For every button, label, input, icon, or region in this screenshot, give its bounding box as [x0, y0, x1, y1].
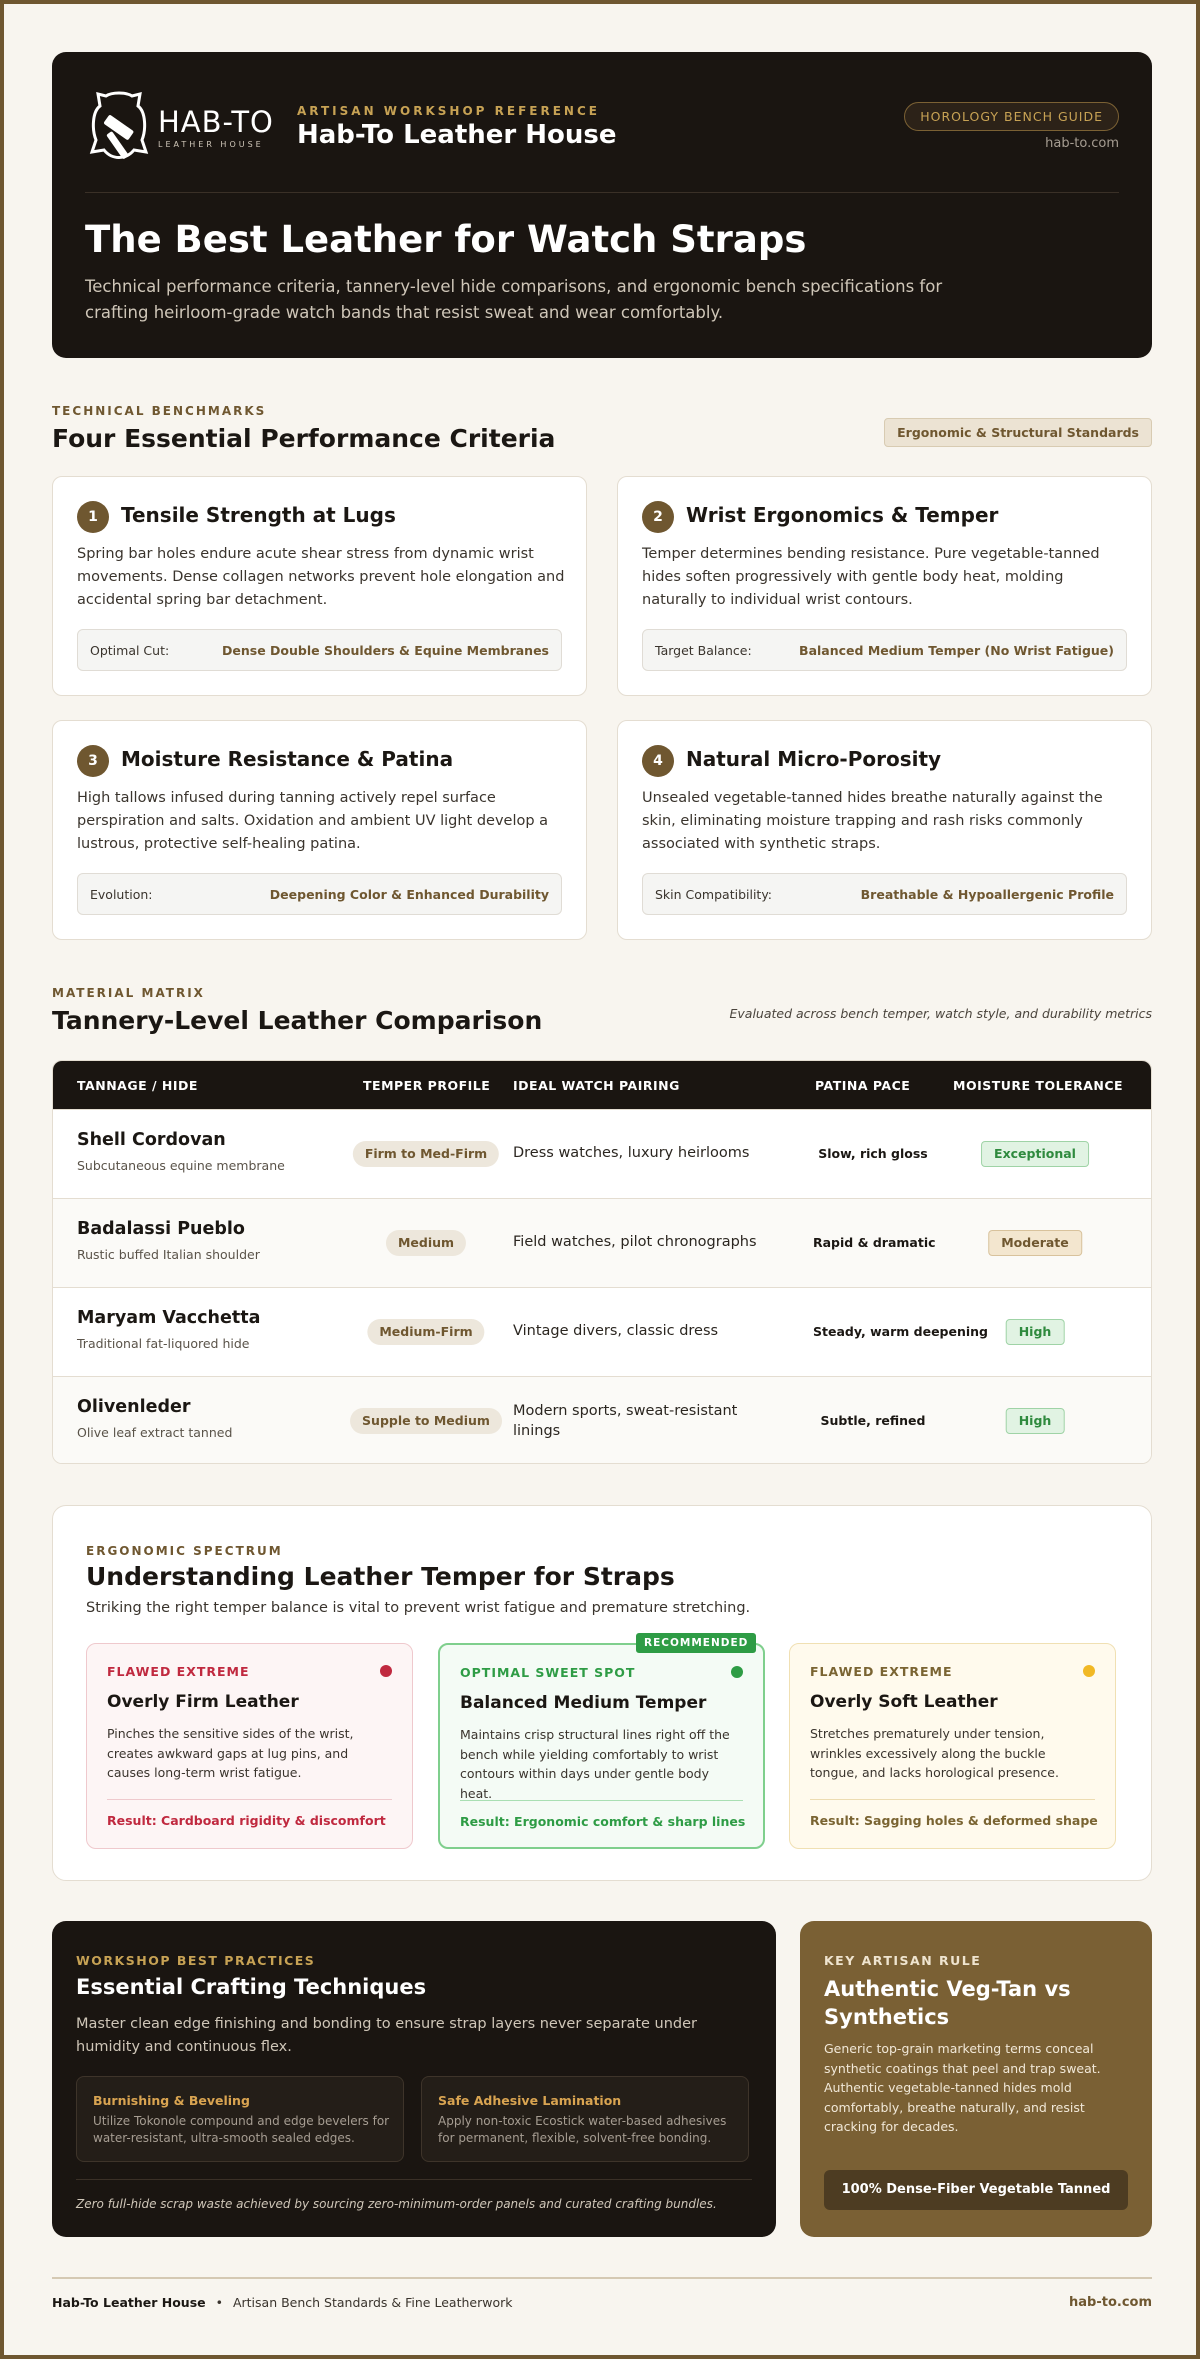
benchmarks-header — [52, 404, 1152, 464]
logo-subtitle: LEATHER HOUSE — [158, 140, 264, 149]
footer-url-link[interactable]: hab-to.com — [1069, 2295, 1152, 2310]
technique-card — [76, 2076, 404, 2162]
hide-name: Badalassi Pueblo — [77, 1219, 245, 1239]
table-header — [53, 1061, 1151, 1109]
page-description: Technical performance criteria, tannery-level hide comparisons, and ergonomic bench specifications for crafting heirloom-grade watch bands that resist sweat and wear comfortably. — [85, 277, 943, 322]
hero-url-link[interactable]: hab-to.com — [1045, 136, 1119, 151]
practices-kicker: WORKSHOP BEST PRACTICES — [76, 1953, 316, 1968]
practices-title: Essential Crafting Techniques — [76, 1975, 427, 1999]
practices-divider — [76, 2179, 752, 2180]
criteria-spec — [77, 873, 562, 915]
footer-tagline: Artisan Bench Standards & Fine Leatherwork — [232, 2295, 513, 2310]
patina-pace: Rapid & dramatic — [813, 1235, 936, 1250]
criteria-number: 2 — [642, 501, 674, 533]
hero-divider — [85, 192, 1119, 193]
criteria-title: Natural Micro-Porosity — [686, 747, 942, 771]
temper-badge: Supple to Medium — [350, 1408, 502, 1434]
spec-value: Dense Double Shoulders & Equine Membranes — [222, 642, 549, 658]
temper-title: Balanced Medium Temper — [460, 1693, 707, 1713]
practices-description: Master clean edge finishing and bonding to ensure strap layers never separate under humidity and continuous flex. — [76, 2016, 698, 2055]
status-dot-icon — [1083, 1665, 1095, 1677]
criteria-description: Unsealed vegetable-tanned hides breathe naturally against the skin, eliminating moisture trapping and rash risks commonly associated with synthetic straps. — [642, 790, 1103, 852]
hide-name: Shell Cordovan — [77, 1130, 226, 1150]
column-header: TANNAGE / HIDE — [77, 1078, 198, 1093]
temper-title: Overly Soft Leather — [810, 1692, 998, 1712]
column-header: TEMPER PROFILE — [363, 1078, 491, 1093]
hide-description: Traditional fat-liquored hide — [77, 1336, 250, 1351]
criteria-description: Temper determines bending resistance. Pure vegetable-tanned hides soften progressively with gentle body heat, molding naturally to individual wrist contours. — [642, 546, 1100, 608]
criteria-title: Moisture Resistance & Patina — [121, 747, 454, 771]
standards-badge: Ergonomic & Structural Standards — [884, 418, 1152, 447]
spec-key: Optimal Cut: — [90, 642, 170, 658]
temper-badge: Medium-Firm — [367, 1319, 484, 1345]
page-title: The Best Leather for Watch Straps — [85, 218, 807, 261]
criteria-spec — [642, 873, 1127, 915]
temper-card-soft — [789, 1643, 1116, 1849]
spec-value: Deepening Color & Enhanced Durability — [269, 886, 549, 902]
criteria-description: High tallows infused during tanning actively repel surface perspiration and salts. Oxidation and ambient UV light develop a lustrous, protective self-healing patina. — [77, 790, 549, 852]
temper-description: Stretches prematurely under tension, wrinkles excessively along the buckle tongue, and lacks horological presence. — [810, 1726, 1059, 1780]
spectrum-description: Striking the right temper balance is vital to prevent wrist fatigue and premature stretching. — [86, 1600, 751, 1616]
temper-card-firm — [86, 1643, 413, 1849]
leather-hide-hammer-icon — [88, 90, 150, 166]
criteria-number: 1 — [77, 501, 109, 533]
tolerance-badge: High — [1006, 1319, 1065, 1345]
watch-pairing: Dress watches, luxury heirlooms — [513, 1145, 750, 1161]
tolerance-badge: Moderate — [988, 1230, 1082, 1256]
table-row — [53, 1376, 1151, 1464]
criteria-card — [617, 476, 1152, 696]
rule-title: Authentic Veg-Tan vs Synthetics — [824, 1977, 1071, 2029]
temper-kicker: FLAWED EXTREME — [810, 1664, 953, 1679]
patina-pace: Steady, warm deepening — [813, 1324, 988, 1339]
temper-divider — [107, 1799, 392, 1800]
criteria-card — [52, 476, 587, 696]
technique-text: Apply non-toxic Ecostick water-based adhesives for permanent, flexible, solvent-free bonding. — [438, 2114, 727, 2145]
ergonomic-spectrum-panel — [52, 1505, 1152, 1881]
table-row — [53, 1109, 1151, 1198]
criteria-number: 3 — [77, 745, 109, 777]
temper-result: Result: Sagging holes & deformed shape — [810, 1813, 1098, 1828]
matrix-title: Tannery-Level Leather Comparison — [52, 1006, 543, 1035]
benchmarks-kicker: TECHNICAL BENCHMARKS — [52, 404, 267, 418]
watch-pairing: Modern sports, sweat-resistant linings — [513, 1403, 738, 1439]
temper-badge: Firm to Med-Firm — [353, 1141, 499, 1167]
matrix-header — [52, 986, 1152, 1046]
technique-name: Burnishing & Beveling — [93, 2093, 250, 2108]
footer-brand: Hab-To Leather House — [52, 2295, 206, 2310]
watch-pairing: Vintage divers, classic dress — [513, 1323, 719, 1339]
status-dot-icon — [731, 1666, 743, 1678]
column-header: IDEAL WATCH PAIRING — [513, 1078, 680, 1093]
technique-card — [421, 2076, 749, 2162]
footer-separator: • — [215, 2295, 223, 2310]
hide-name: Olivenleder — [77, 1397, 191, 1417]
temper-result: Result: Cardboard rigidity & discomfort — [107, 1813, 386, 1828]
temper-kicker: OPTIMAL SWEET SPOT — [460, 1665, 636, 1680]
hide-description: Subcutaneous equine membrane — [77, 1158, 285, 1173]
rule-kicker: KEY ARTISAN RULE — [824, 1953, 982, 1968]
artisan-rule-panel — [800, 1921, 1152, 2237]
hero-kicker: ARTISAN WORKSHOP REFERENCE — [297, 104, 600, 118]
temper-description: Pinches the sensitive sides of the wrist, creates awkward gaps at lug pins, and causes long-term wrist fatigue. — [107, 1726, 354, 1780]
technique-name: Safe Adhesive Lamination — [438, 2093, 622, 2108]
spec-key: Evolution: — [90, 886, 153, 902]
hero-banner — [52, 52, 1152, 358]
temper-card-balanced — [438, 1637, 765, 1849]
spectrum-title: Understanding Leather Temper for Straps — [86, 1562, 675, 1591]
best-practices-panel — [52, 1921, 776, 2237]
brand-logo[interactable] — [88, 88, 288, 168]
spectrum-kicker: ERGONOMIC SPECTRUM — [86, 1544, 283, 1558]
spec-value: Balanced Medium Temper (No Wrist Fatigue) — [799, 642, 1114, 658]
hide-description: Rustic buffed Italian shoulder — [77, 1247, 260, 1262]
matrix-note: Evaluated across bench temper, watch style, and durability metrics — [729, 1006, 1152, 1021]
criteria-card — [52, 720, 587, 940]
criteria-title: Tensile Strength at Lugs — [121, 503, 396, 527]
tolerance-badge: High — [1006, 1408, 1065, 1434]
column-header: MOISTURE TOLERANCE — [953, 1078, 1124, 1093]
criteria-spec — [642, 629, 1127, 671]
temper-kicker: FLAWED EXTREME — [107, 1664, 250, 1679]
temper-description: Maintains crisp structural lines right off the bench while yielding comfortably to wrist contours within days under gentle body heat. — [460, 1727, 730, 1801]
patina-pace: Subtle, refined — [820, 1413, 926, 1428]
criteria-card — [617, 720, 1152, 940]
temper-result: Result: Ergonomic comfort & sharp lines — [460, 1814, 746, 1829]
technique-text: Utilize Tokonole compound and edge bevelers for water-resistant, ultra-smooth sealed edges. — [93, 2114, 390, 2145]
spec-key: Target Balance: — [655, 642, 752, 658]
rule-description: Generic top-grain marketing terms conceal synthetic coatings that peel and trap sweat. Authentic vegetable-tanned hides mold comfortably, breathe naturally, and resist cracking for decades. — [824, 2041, 1101, 2134]
hide-description: Olive leaf extract tanned — [77, 1425, 233, 1440]
criteria-spec — [77, 629, 562, 671]
footer-left — [52, 2295, 512, 2310]
temper-divider — [810, 1799, 1095, 1800]
spec-value: Breathable & Hypoallergenic Profile — [860, 886, 1114, 902]
logo-name: HAB-TO — [158, 105, 274, 139]
criteria-number: 4 — [642, 745, 674, 777]
column-header: PATINA PACE — [815, 1078, 911, 1093]
watch-pairing: Field watches, pilot chronographs — [513, 1234, 757, 1250]
footer — [52, 2277, 1152, 2317]
hide-name: Maryam Vacchetta — [77, 1308, 261, 1328]
temper-badge: Medium — [386, 1230, 466, 1256]
table-row — [53, 1287, 1151, 1376]
practices-note: Zero full-hide scrap waste achieved by sourcing zero-minimum-order panels and curated crafting bundles. — [76, 2197, 717, 2211]
tolerance-badge: Exceptional — [981, 1141, 1089, 1167]
benchmarks-title: Four Essential Performance Criteria — [52, 424, 556, 453]
recommended-badge: RECOMMENDED — [636, 1633, 756, 1653]
patina-pace: Slow, rich gloss — [818, 1146, 928, 1161]
status-dot-icon — [380, 1665, 392, 1677]
guide-badge: HOROLOGY BENCH GUIDE — [904, 102, 1119, 131]
matrix-kicker: MATERIAL MATRIX — [52, 986, 205, 1000]
spec-key: Skin Compatibility: — [655, 886, 773, 902]
temper-divider — [460, 1800, 743, 1801]
table-row — [53, 1198, 1151, 1287]
temper-title: Overly Firm Leather — [107, 1692, 299, 1712]
criteria-description: Spring bar holes endure acute shear stress from dynamic wrist movements. Dense collagen networks prevent hole elongation and accidental spring bar detachment. — [77, 546, 565, 608]
veg-tan-badge: 100% Dense-Fiber Vegetable Tanned — [824, 2170, 1128, 2210]
criteria-title: Wrist Ergonomics & Temper — [686, 503, 999, 527]
comparison-table — [52, 1060, 1152, 1464]
hero-brand-name: Hab-To Leather House — [297, 120, 617, 150]
